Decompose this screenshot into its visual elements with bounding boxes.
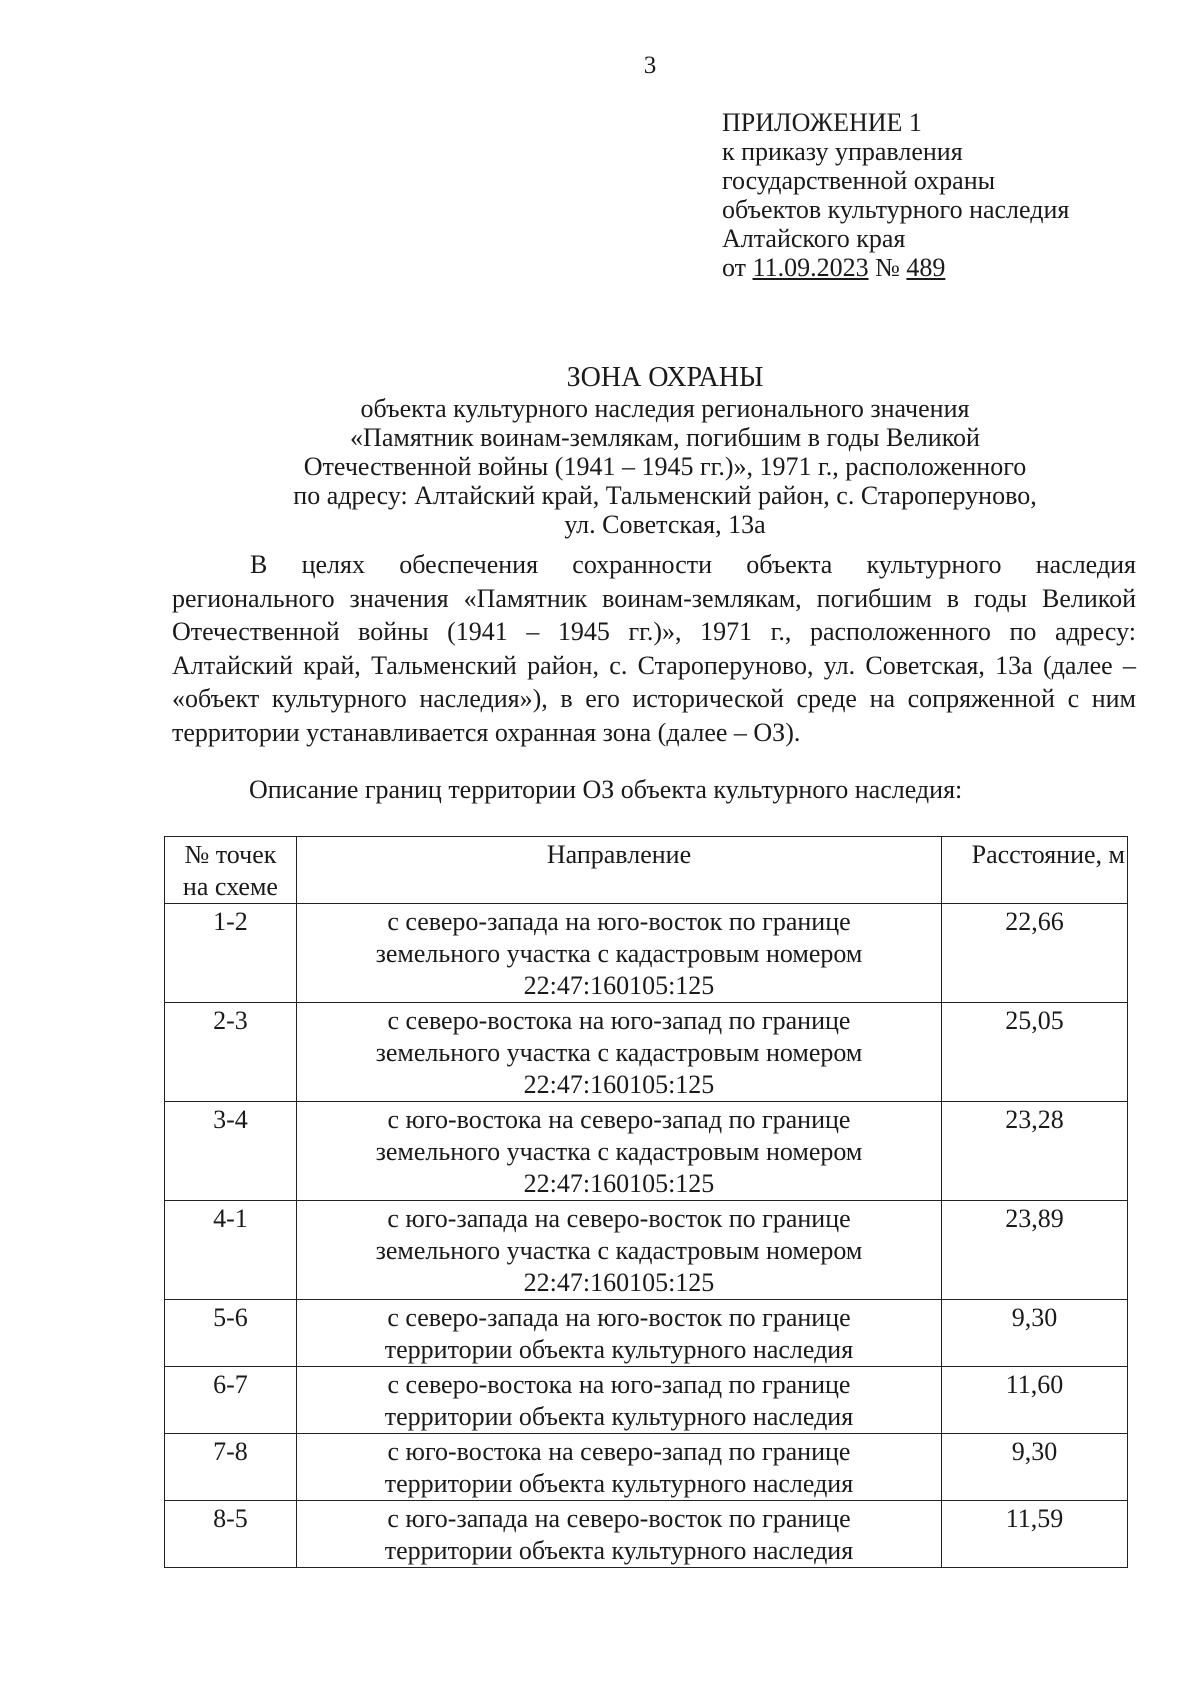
direction-line: с северо-востока на юго-запад по границе — [387, 1370, 851, 1399]
appendix-line: государственной охраны — [722, 166, 996, 195]
row-direction — [296, 1102, 941, 1201]
row-distance: 25,05 — [942, 1003, 1128, 1102]
header-points — [165, 837, 297, 904]
direction-line: земельного участка с кадастровым номером — [375, 1038, 863, 1067]
direction-line: с юго-востока на северо-запад по границе — [387, 1437, 851, 1466]
intro-paragraph: В целях обеспечения сохранности объекта культурного наследия регионального значения «Памятник воинам-землякам, погибшим в годы Великой Отечественной войны (1941 – 1945 гг.)», 1971 г., расположенного по адресу: Алтайский край, Тальменский район, с. Староперуново, ул. Советская, 13а (далее – «объект культурного наследия»), в его исторической среде на сопряженной с ним территории устанавливается охранная зона (далее – ОЗ). — [172, 550, 1136, 747]
table-caption: Описание границ территории ОЗ объекта культурного наследия: — [249, 775, 963, 804]
document-title — [190, 362, 1140, 539]
order-number: 489 — [906, 253, 946, 282]
table-row — [165, 1501, 1128, 1568]
row-points: 5-6 — [165, 1300, 297, 1367]
row-direction — [296, 1300, 941, 1367]
table-row — [165, 1201, 1128, 1300]
appendix-line: объектов культурного наследия — [722, 195, 1070, 224]
direction-line: земельного участка с кадастровым номером — [375, 1137, 863, 1166]
row-distance: 11,59 — [942, 1501, 1128, 1568]
appendix-date-line — [722, 253, 1069, 282]
row-points: 7-8 — [165, 1434, 297, 1501]
appendix-title: ПРИЛОЖЕНИЕ 1 — [722, 108, 922, 137]
title-line: по адресу: Алтайский край, Тальменский район, с. Староперуново, — [293, 481, 1037, 510]
title-line: ул. Советская, 13а — [564, 510, 766, 539]
direction-line: территории объекта культурного наследия — [384, 1469, 854, 1498]
direction-line: с северо-запада на юго-восток по границе — [387, 1303, 851, 1332]
appendix-line: к приказу управления — [722, 137, 963, 166]
row-points: 8-5 — [165, 1501, 297, 1568]
header-distance: Расстояние, м — [942, 837, 1128, 904]
direction-line: территории объекта культурного наследия — [384, 1335, 854, 1364]
number-prefix: № — [875, 253, 900, 282]
direction-line: 22:47:160105:125 — [523, 1070, 715, 1099]
row-points: 2-3 — [165, 1003, 297, 1102]
table-row — [165, 904, 1128, 1003]
boundaries-table — [164, 836, 1128, 1568]
row-points: 4-1 — [165, 1201, 297, 1300]
row-distance: 23,89 — [942, 1201, 1128, 1300]
row-direction — [296, 1003, 941, 1102]
direction-line: 22:47:160105:125 — [523, 971, 715, 1000]
direction-line: с юго-запада на северо-восток по границе — [387, 1504, 851, 1533]
direction-line: территории объекта культурного наследия — [384, 1402, 854, 1431]
order-date: 11.09.2023 — [752, 253, 869, 282]
direction-line: территории объекта культурного наследия — [384, 1536, 854, 1565]
row-points: 1-2 — [165, 904, 297, 1003]
row-direction — [296, 1501, 941, 1568]
table-row — [165, 1434, 1128, 1501]
title-line: объекта культурного наследия регионального значения — [360, 394, 970, 423]
direction-line: 22:47:160105:125 — [523, 1268, 715, 1297]
table-row — [165, 1367, 1128, 1434]
table-row — [165, 1003, 1128, 1102]
direction-line: с северо-востока на юго-запад по границе — [387, 1006, 851, 1035]
header-points-line: на схеме — [182, 872, 278, 901]
row-distance: 9,30 — [942, 1300, 1128, 1367]
row-direction — [296, 1367, 941, 1434]
direction-line: земельного участка с кадастровым номером — [375, 939, 863, 968]
row-direction — [296, 904, 941, 1003]
table-row — [165, 1300, 1128, 1367]
direction-line: земельного участка с кадастровым номером — [375, 1236, 863, 1265]
row-distance: 9,30 — [942, 1434, 1128, 1501]
table-header-row — [165, 837, 1128, 904]
row-points: 6-7 — [165, 1367, 297, 1434]
page-number: 3 — [643, 52, 657, 79]
title-line: Отечественной войны (1941 – 1945 гг.)», 1971 г., расположенного — [303, 452, 1027, 481]
row-direction — [296, 1434, 941, 1501]
row-direction — [296, 1201, 941, 1300]
row-distance: 11,60 — [942, 1367, 1128, 1434]
date-prefix: от — [722, 253, 747, 282]
title-heading: ЗОНА ОХРАНЫ — [566, 362, 764, 393]
row-distance: 23,28 — [942, 1102, 1128, 1201]
header-points-line: № точек — [184, 840, 277, 869]
table-row — [165, 1102, 1128, 1201]
row-distance: 22,66 — [942, 904, 1128, 1003]
appendix-line: Алтайского края — [722, 224, 906, 253]
direction-line: с северо-запада на юго-восток по границе — [387, 907, 851, 936]
appendix-block — [722, 108, 1069, 282]
direction-line: с юго-востока на северо-запад по границе — [387, 1105, 851, 1134]
header-direction: Направление — [296, 837, 941, 904]
row-points: 3-4 — [165, 1102, 297, 1201]
title-line: «Памятник воинам-землякам, погибшим в годы Великой — [350, 423, 980, 452]
direction-line: с юго-запада на северо-восток по границе — [387, 1204, 851, 1233]
direction-line: 22:47:160105:125 — [523, 1169, 715, 1198]
